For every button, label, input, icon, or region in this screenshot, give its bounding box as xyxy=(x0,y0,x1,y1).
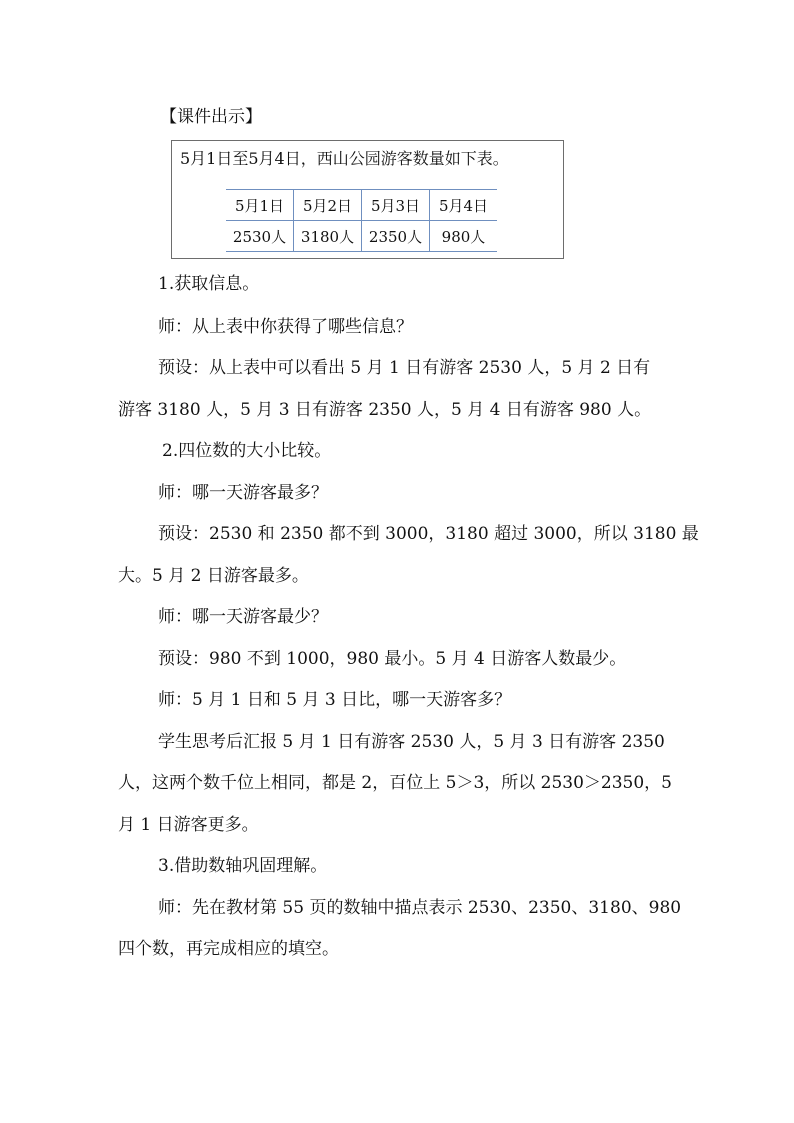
paragraph-line: 学生思考后汇报 5 月 1 日有游客 2530 人，5 月 3 日有游客 2350 xyxy=(158,732,665,752)
courseware-caption: 5月1日至5月4日，西山公园游客数量如下表。 xyxy=(180,149,509,168)
table-cell: 2530人 xyxy=(226,221,294,252)
paragraph-line: 人，这两个数千位上相同，都是 2，百位上 5＞3，所以 2530＞2350，5 xyxy=(118,773,673,793)
paragraph-line: 师：哪一天游客最多？ xyxy=(158,483,328,503)
paragraph-line: 师：先在教材第 55 页的数轴中描点表示 2530、2350、3180、980 xyxy=(158,898,682,918)
visitor-table xyxy=(226,189,497,252)
table-cell: 2350人 xyxy=(362,221,430,252)
paragraph-line: 师：从上表中你获得了哪些信息？ xyxy=(158,317,413,337)
heading-number-line: 3.借助数轴巩固理解。 xyxy=(158,856,328,876)
table-cell: 5月3日 xyxy=(362,190,430,221)
heading-get-info: 1.获取信息。 xyxy=(158,274,260,294)
table-cell: 980人 xyxy=(430,221,498,252)
paragraph-line: 师：5 月 1 日和 5 月 3 日比，哪一天游客多？ xyxy=(158,690,512,710)
table-row xyxy=(226,190,497,221)
paragraph-line: 师：哪一天游客最少？ xyxy=(158,607,328,627)
paragraph-line: 月 1 日游客更多。 xyxy=(118,815,259,835)
heading-compare: 2.四位数的大小比较。 xyxy=(162,441,332,461)
section-header: 【课件出示】 xyxy=(160,107,262,127)
table-cell: 5月4日 xyxy=(430,190,498,221)
table-cell: 5月1日 xyxy=(226,190,294,221)
table-cell: 5月2日 xyxy=(294,190,362,221)
paragraph-line: 预设：从上表中可以看出 5 月 1 日有游客 2530 人，5 月 2 日有 xyxy=(158,358,651,378)
paragraph-line: 大。5 月 2 日游客最多。 xyxy=(118,566,309,586)
courseware-box xyxy=(171,140,564,259)
paragraph-line: 预设：980 不到 1000，980 最小。5 月 4 日游客人数最少。 xyxy=(158,649,627,669)
table-row xyxy=(226,221,497,252)
paragraph-line: 四个数，再完成相应的填空。 xyxy=(118,939,339,959)
paragraph-line: 预设：2530 和 2350 都不到 3000，3180 超过 3000，所以 3180 最 xyxy=(158,524,699,544)
paragraph-line: 游客 3180 人，5 月 3 日有游客 2350 人，5 月 4 日有游客 980 人。 xyxy=(118,400,652,420)
table-cell: 3180人 xyxy=(294,221,362,252)
